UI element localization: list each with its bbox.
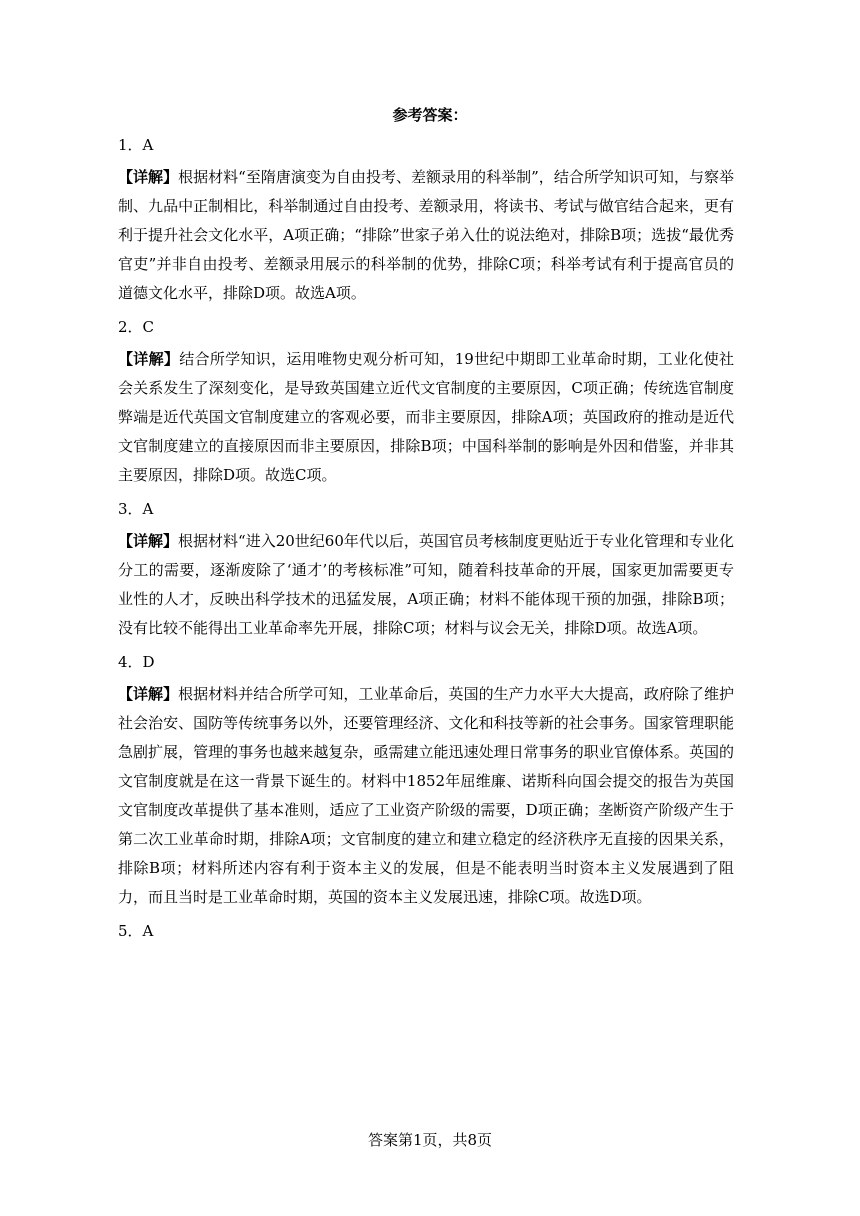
answer-3-detail [118,527,734,643]
answer-5-number: 5．A [118,922,154,940]
answer-3-tag: 【详解】 [118,532,179,550]
answer-4-number: 4．D [118,653,155,671]
answer-2-number: 2．C [118,318,155,336]
answer-1-number: 1．A [118,136,154,154]
page-title: 参考答案： [392,106,468,124]
page-footer: 答案第1页，共8页 [367,1131,493,1149]
answer-1-tag: 【详解】 [118,168,179,186]
answer-3-number: 3．A [118,500,154,518]
answer-4-detail [118,680,734,912]
answer-1-detail [118,163,734,308]
answer-4-text: 根据材料并结合所学可知，工业革命后，英国的生产力水平大大提高，政府除了维护社会治安、国防等传统事务以外，还要管理经济、文化和科技等新的社会事务。国家管理职能急剧扩展，管理的事务也越来越复杂，亟需建立能迅速处理日常事务的职业官僚体系。英国的文官制度就是在这一背景下诞生的。材料中1852年屈维廉、诺斯科向国会提交的报告为英国文官制度改革提供了基本准则，适应了工业资产阶级的需要，D项正确；垄断资产阶级产生于第二次工业革命时期，排除A项；文官制度的建立和建立稳定的经济秩序无直接的因果关系，排除B项；材料所述内容有利于资本主义的发展，但是不能表明当时资本主义发展遇到了阻力，而且当时是工业革命时期，英国的资本主义发展迅速，排除C项。故选D项。 [118,685,734,906]
answer-3-text: 根据材料“进入20世纪60年代以后，英国官员考核制度更贴近于专业化管理和专业化分工的需要，逐渐废除了‘通才’的考核标准”可知，随着科技革命的开展，国家更加需要更专业性的人才，反映出科学技术的迅猛发展，A项正确；材料不能体现干预的加强，排除B项；没有比较不能得出工业革命率先开展，排除C项；材料与议会无关，排除D项。故选A项。 [118,532,734,637]
answer-2-text: 结合所学知识，运用唯物史观分析可知，19世纪中期即工业革命时期，工业化使社会关系发生了深刻变化，是导致英国建立近代文官制度的主要原因，C项正确；传统选官制度弊端是近代英国文官制度建立的客观必要，而非主要原因，排除A项；英国政府的推动是近代文官制度建立的直接原因而非主要原因，排除B项；中国科举制的影响是外因和借鉴，并非其主要原因，排除D项。故选C项。 [118,350,734,484]
answer-list [118,133,734,949]
answer-2-tag: 【详解】 [118,350,180,368]
answer-2-detail [118,345,734,490]
answer-1-text: 根据材料“至隋唐演变为自由投考、差额录用的科举制”，结合所学知识可知，与察举制、九品中正制相比，科举制通过自由投考、差额录用，将读书、考试与做官结合起来，更有利于提升社会文化水平，A项正确；“排除”世家子弟入仕的说法绝对，排除B项；选拔“最优秀官吏”并非自由投考、差额录用展示的科举制的优势，排除C项；科举考试有利于提高官员的道德文化水平，排除D项。故选A项。 [118,168,734,302]
answer-4-tag: 【详解】 [118,685,179,703]
